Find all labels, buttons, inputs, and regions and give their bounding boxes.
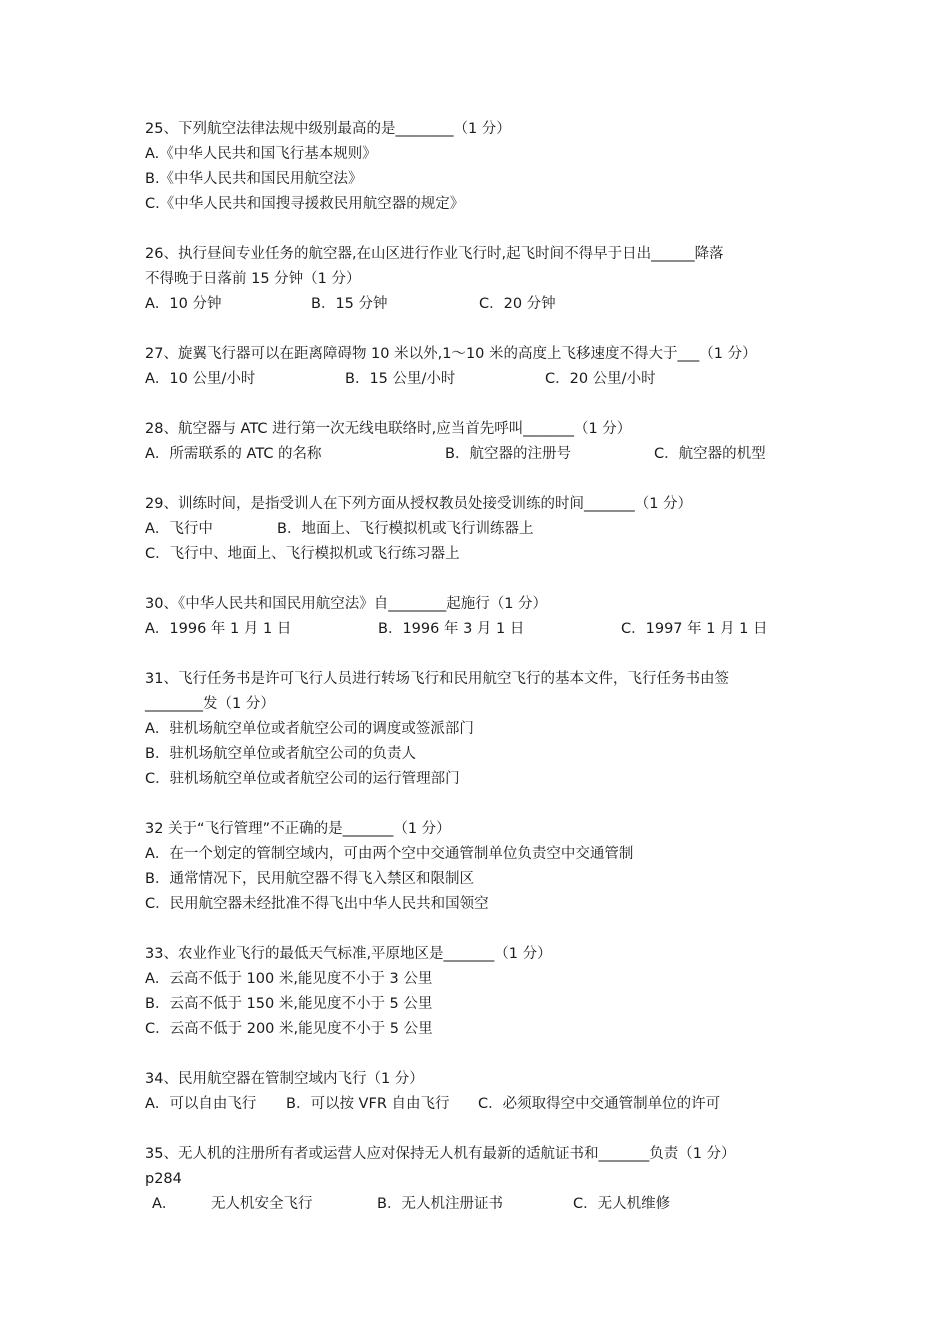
option-b: B．可以按 VFR 自由飞行: [286, 1096, 450, 1112]
option-a: A．10 分钟: [145, 296, 222, 312]
options-row: [145, 1192, 825, 1217]
question-28: [145, 417, 825, 467]
option-a: A．可以自由飞行: [145, 1096, 257, 1112]
question-25: [145, 117, 825, 217]
question-stem: 28、航空器与 ATC 进行第一次无线电联络时,应当首先呼叫_______（1 分）: [145, 421, 632, 437]
option-c: C.《中华人民共和国搜寻援救民用航空器的规定》: [145, 196, 465, 212]
option-c: C．民用航空器未经批准不得飞出中华人民共和国领空: [145, 896, 489, 912]
option-b: B．通常情况下，民用航空器不得飞入禁区和限制区: [145, 871, 474, 887]
question-26: [145, 242, 825, 317]
question-stem-continued: ________发（1 分）: [145, 696, 275, 712]
option-a: A．所需联系的 ATC 的名称: [145, 446, 322, 462]
question-33: [145, 942, 825, 1042]
option-a: A．10 公里/小时: [145, 371, 256, 387]
option-b: B．云高不低于 150 米,能见度不小于 5 公里: [145, 996, 433, 1012]
option-b: B．15 分钟: [311, 296, 388, 312]
option-b: B．15 公里/小时: [345, 371, 456, 387]
option-c: C．无人机维修: [573, 1196, 671, 1212]
page-reference: p284: [145, 1171, 182, 1187]
option-b: B．1996 年 3 月 1 日: [378, 621, 525, 637]
question-34: [145, 1067, 825, 1117]
option-c: C．航空器的机型: [654, 446, 766, 462]
option-b: B．地面上、飞行模拟机或飞行训练器上: [277, 521, 534, 537]
option-c: C．云高不低于 200 米,能见度不小于 5 公里: [145, 1021, 433, 1037]
option-c: C．20 分钟: [479, 296, 556, 312]
question-stem: 26、执行昼间专业任务的航空器,在山区进行作业飞行时,起飞时间不得早于日出______降落: [145, 246, 724, 262]
option-a-text: 无人机安全飞行: [211, 1196, 313, 1212]
question-stem: 34、民用航空器在管制空域内飞行（1 分）: [145, 1071, 424, 1087]
option-a: A．驻机场航空单位或者航空公司的调度或签派部门: [145, 721, 474, 737]
option-b: B．无人机注册证书: [377, 1196, 503, 1212]
option-a: A．飞行中: [145, 521, 213, 537]
option-a: A.《中华人民共和国飞行基本规则》: [145, 146, 377, 162]
options-row: [145, 367, 825, 392]
question-stem: 27、旋翼飞行器可以在距离障碍物 10 米以外,1～10 米的高度上飞移速度不得大于___（1 分）: [145, 346, 757, 362]
question-32: [145, 817, 825, 917]
question-29: [145, 492, 825, 567]
question-stem: 32 关于“飞行管理”不正确的是_______（1 分）: [145, 821, 451, 837]
question-stem: 35、无人机的注册所有者或运营人应对保持无人机有最新的适航证书和_______负责（1 分）: [145, 1146, 736, 1162]
option-a-label: A．: [152, 1196, 177, 1212]
option-c: C．必须取得空中交通管制单位的许可: [478, 1096, 721, 1112]
question-stem-continued: 不得晚于日落前 15 分钟（1 分）: [145, 271, 361, 287]
question-35: [145, 1142, 825, 1217]
option-a: A．在一个划定的管制空域内，可由两个空中交通管制单位负责空中交通管制: [145, 846, 634, 862]
options-row: [145, 1092, 825, 1117]
option-b: B.《中华人民共和国民用航空法》: [145, 171, 363, 187]
document-page: [145, 117, 825, 1242]
option-c: C．1997 年 1 月 1 日: [621, 621, 768, 637]
option-b: B．航空器的注册号: [445, 446, 571, 462]
option-a: A．云高不低于 100 米,能见度不小于 3 公里: [145, 971, 433, 987]
option-a: A．1996 年 1 月 1 日: [145, 621, 292, 637]
question-stem: 30、《中华人民共和国民用航空法》自________起施行（1 分）: [145, 596, 548, 612]
question-30: [145, 592, 825, 642]
option-c: C．飞行中、地面上、飞行模拟机或飞行练习器上: [145, 546, 460, 562]
question-31: [145, 667, 825, 792]
question-stem: 33、农业作业飞行的最低天气标准,平原地区是_______（1 分）: [145, 946, 552, 962]
options-row: [145, 617, 825, 642]
option-c: C．驻机场航空单位或者航空公司的运行管理部门: [145, 771, 460, 787]
options-row: [145, 292, 825, 317]
question-stem: 31、飞行任务书是许可飞行人员进行转场飞行和民用航空飞行的基本文件，飞行任务书由签: [145, 671, 729, 687]
question-stem: 29、训练时间，是指受训人在下列方面从授权教员处接受训练的时间_______（1 分）: [145, 496, 693, 512]
option-c: C．20 公里/小时: [545, 371, 656, 387]
question-stem: 25、下列航空法律法规中级别最高的是________（1 分）: [145, 121, 511, 137]
option-b: B．驻机场航空单位或者航空公司的负责人: [145, 746, 416, 762]
question-27: [145, 342, 825, 392]
options-row: [145, 517, 825, 542]
options-row: [145, 442, 825, 467]
